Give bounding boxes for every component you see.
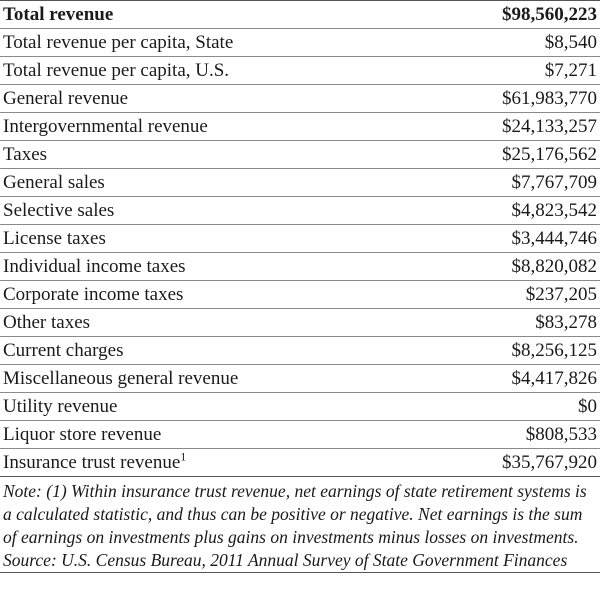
row-value: $7,767,709 (511, 172, 597, 193)
table-row (0, 253, 600, 281)
row-value: $35,767,920 (502, 452, 597, 473)
row-value: $7,271 (544, 60, 597, 81)
row-label: Total revenue (3, 4, 114, 25)
table-row (0, 393, 600, 421)
row-label: Corporate income taxes (3, 284, 184, 305)
row-value: $61,983,770 (502, 88, 597, 109)
row-value: $98,560,223 (502, 4, 597, 25)
row-value: $24,133,257 (502, 116, 597, 137)
row-value: $0 (578, 396, 597, 417)
row-label: Intergovernmental revenue (3, 116, 208, 137)
row-label: Current charges (3, 340, 124, 361)
table-row (0, 85, 600, 113)
row-value: $8,820,082 (511, 256, 597, 277)
table-row (0, 29, 600, 57)
table-row (0, 113, 600, 141)
table-row (0, 1, 600, 29)
row-label: Other taxes (3, 312, 91, 333)
row-label (0, 449, 425, 477)
table-row (0, 141, 600, 169)
row-label: Miscellaneous general revenue (3, 368, 239, 389)
table-row (0, 421, 600, 449)
table-row (0, 281, 600, 309)
table-row (0, 337, 600, 365)
row-value: $83,278 (535, 312, 597, 333)
table-row (0, 197, 600, 225)
footnote-marker: 1 (180, 449, 187, 464)
row-label-text: Insurance trust revenue (3, 452, 181, 473)
row-value: $25,176,562 (502, 144, 597, 165)
row-value: $237,205 (525, 284, 597, 305)
table-row (0, 365, 600, 393)
row-value: $4,823,542 (511, 200, 597, 221)
table-row (0, 449, 600, 477)
row-label: General revenue (3, 88, 129, 109)
row-label: Taxes (3, 144, 48, 165)
row-label: License taxes (3, 228, 106, 249)
table-row (0, 57, 600, 85)
row-value: $8,256,125 (511, 340, 597, 361)
row-label: Individual income taxes (3, 256, 186, 277)
row-value: $3,444,746 (511, 228, 597, 249)
row-value: $8,540 (544, 32, 597, 53)
row-label: Selective sales (3, 200, 115, 221)
row-label: General sales (3, 172, 105, 193)
table-row (0, 169, 600, 197)
table-row (0, 309, 600, 337)
table-row (0, 225, 600, 253)
row-value: $4,417,826 (511, 368, 597, 389)
row-label: Utility revenue (3, 396, 118, 417)
source-text: Source: U.S. Census Bureau, 2011 Annual Survey of State Government Finances (3, 550, 568, 570)
row-label: Total revenue per capita, State (3, 32, 234, 53)
table-notes (0, 477, 600, 573)
row-label: Total revenue per capita, U.S. (3, 60, 230, 81)
note-text: Note: (1) Within insurance trust revenue, net earnings of state retirement systems is a calculated statistic, and thus can be positive or negative. Net earnings is the sum of earnings on investments plus gains on investments minus losses on investments. (3, 481, 587, 547)
row-label: Liquor store revenue (3, 424, 162, 445)
row-value: $808,533 (525, 424, 597, 445)
